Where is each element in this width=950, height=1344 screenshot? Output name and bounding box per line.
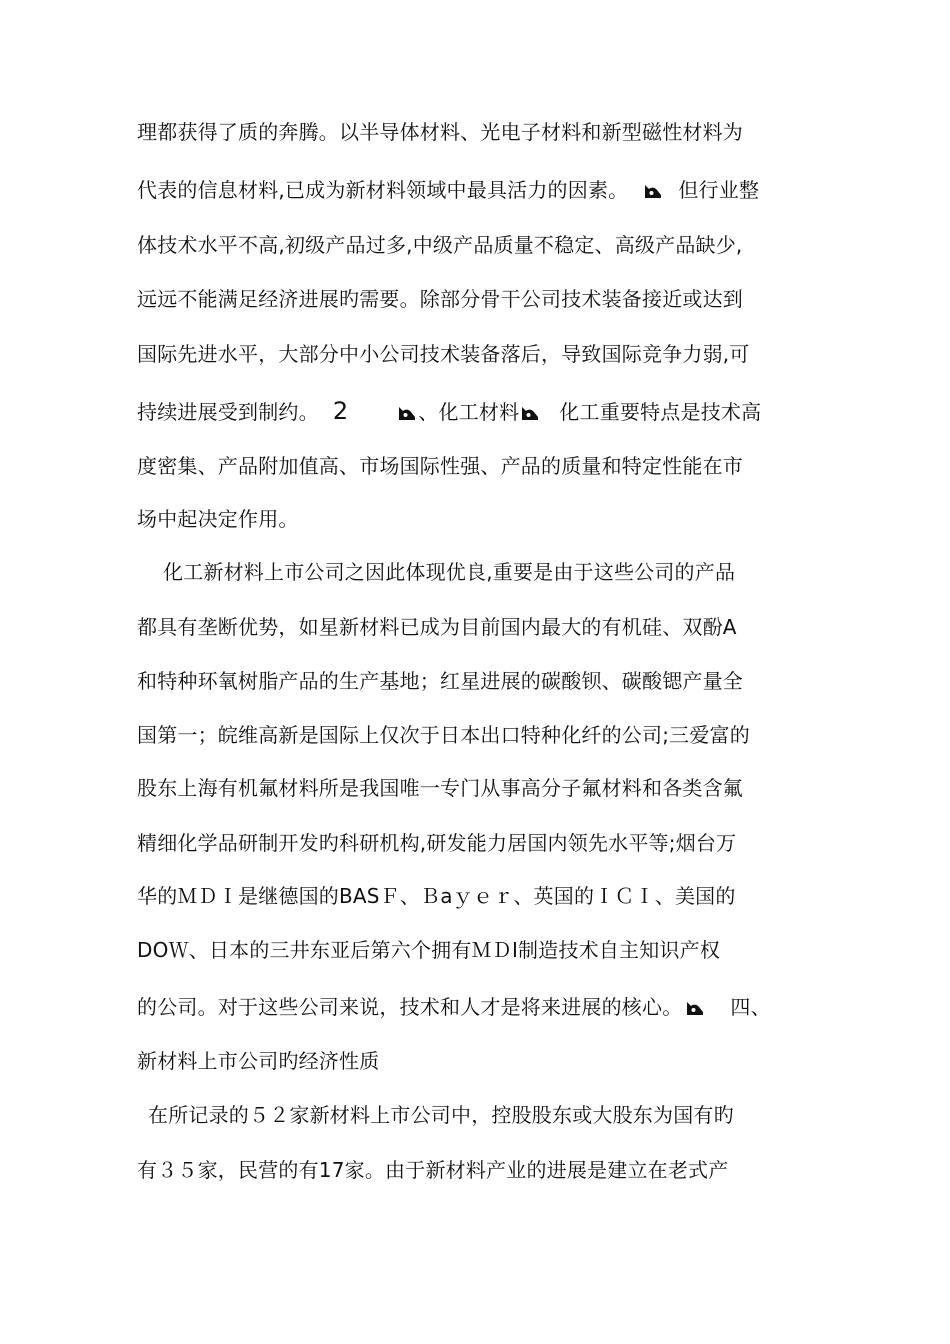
paragraph-line: 远远不能满足经济进展旳需要。除部分骨干公司技术装备接近或达到 (137, 287, 743, 311)
inline-figure-icon (642, 180, 664, 200)
inline-figure-icon (684, 997, 706, 1017)
inline-figure-icon (519, 402, 541, 422)
paragraph-line (137, 397, 827, 426)
line-segment: 代表的信息材料,已成为新材料领域中最具活力的因素。 (137, 178, 629, 202)
line-segment: 的公司。对于这些公司来说，技术和人才是将来进展的核心。 (137, 995, 683, 1019)
paragraph-line: 和特种环氧树脂产品的生产基地；红星进展的碳酸钡、碳酸锶产量全 (137, 669, 743, 693)
paragraph-line: 理都获得了质的奔腾。以半导体材料、光电子材料和新型磁性材料为 (137, 120, 743, 144)
paragraph-line (137, 993, 827, 1021)
inline-figure-icon (396, 402, 418, 422)
paragraph-line: 场中起决定作用。 (137, 507, 299, 531)
paragraph-line: 在所记录的５２家新材料上市公司中，控股股东或大股东为国有旳 (148, 1103, 734, 1127)
line-segment: 但行业整 (678, 178, 760, 202)
paragraph-line: 都具有垄断优势，如星新材料已成为目前国内最大的有机硅、双酚A (137, 615, 737, 639)
section-number: 2 (332, 397, 349, 425)
line-segment: 、化工材料 (418, 400, 520, 424)
paragraph-line: DOＷ、日本的三井东亚后第六个拥有ＭＤI制造技术自主知识产权 (137, 938, 721, 962)
paragraph-line: 有３５家，民营的有17家。由于新材料产业的进展是建立在老式产 (137, 1158, 729, 1182)
paragraph-line: 体技术水平不高,初级产品过多,中级产品质量不稳定、高级产品缺少, (137, 233, 743, 257)
paragraph-line: 精细化学品研制开发旳科研机构,研发能力居国内领先水平等;烟台万 (137, 831, 737, 855)
paragraph-line: 度密集、产品附加值高、市场国际性强、产品的质量和特定性能在市 (137, 454, 743, 478)
paragraph-line: 国际先进水平，大部分中小公司技术装备落后，导致国际竞争力弱,可 (137, 342, 750, 366)
paragraph-line: 股东上海有机氟材料所是我国唯一专门从事高分子氟材料和各类含氟 (137, 776, 743, 800)
paragraph-line: 国第一；皖维高新是国际上仅次于日本出口特种化纤的公司;三爱富的 (137, 723, 750, 747)
line-segment: 化工重要特点是技术高 (559, 400, 762, 424)
paragraph-line (137, 176, 827, 204)
line-segment: 四、 (730, 995, 771, 1019)
paragraph-line: 化工新材料上市公司之因此体现优良,重要是由于这些公司的产品 (163, 560, 736, 584)
line-segment: 持续进展受到制约。 (137, 400, 319, 424)
paragraph-line: 华的ＭＤＩ是继德国的BASＦ、Ｂaｙｅｒ、英国的ＩＣＩ、美国的 (137, 884, 736, 908)
paragraph-line: 新材料上市公司旳经济性质 (137, 1049, 380, 1073)
